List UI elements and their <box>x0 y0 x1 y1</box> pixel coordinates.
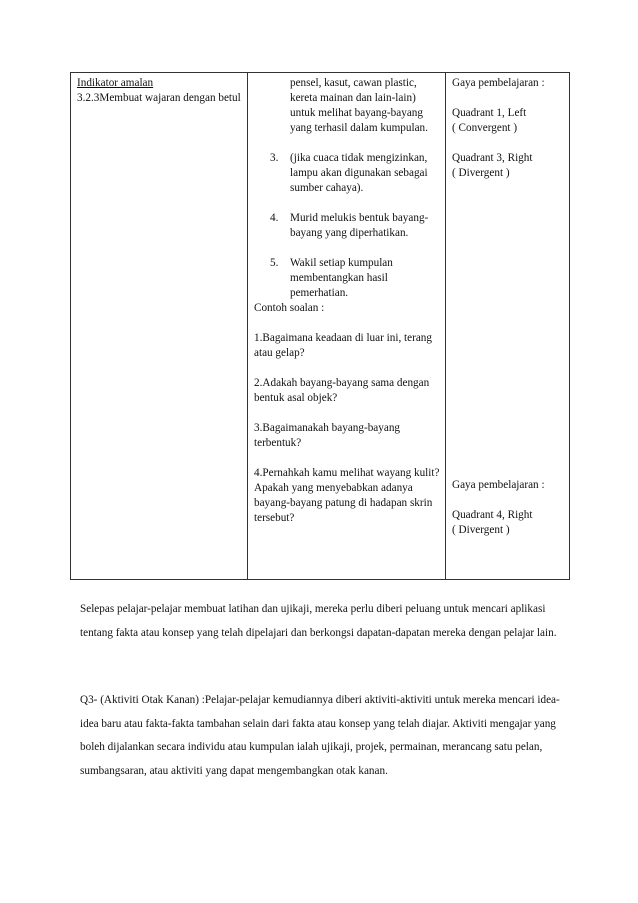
quadrant-3-label: Quadrant 3, Right <box>452 152 533 164</box>
step-text: Murid melukis bentuk bayang-bayang yang diperhatikan. <box>290 212 429 239</box>
step-text: Wakil setiap kumpulan membentangkan hasil pemerhatian. <box>290 257 393 299</box>
paragraph-application: Selepas pelajar-pelajar membuat latihan dan ujikaji, mereka perlu diberi peluang untuk mencari aplikasi tentang fakta atau konsep yang telah dipelajari dan berkongsi dapatan-dapatan mereka dengan pelajar lain. <box>80 603 557 639</box>
indicator-cell <box>71 73 248 580</box>
lesson-table <box>70 72 570 580</box>
step-number: 4. <box>270 212 279 224</box>
learning-style-label: Gaya pembelajaran : <box>452 479 545 491</box>
paragraph-q3 <box>80 689 560 783</box>
activity-steps <box>254 76 441 301</box>
indicator-title: Indikator amalan <box>77 77 154 89</box>
activity-cell <box>248 73 446 580</box>
list-item <box>270 256 441 301</box>
q3-text: :Pelajar-pelajar kemudiannya diberi aktiviti-aktiviti untuk mereka mencari idea-idea baru atau fakta-fakta tambahan selain dari fakta atau konsep yang telah diajar. Aktiviti mengajar yang boleh dijalankan secara individu atau kumpulan ialah ujikaji, projek, permainan, merancang satu pelan, sumbangsaran, atau aktiviti yang dapat mengembangkan otak kanan. <box>80 694 560 777</box>
question-item: 3.Bagaimanakah bayang-bayang terbentuk? <box>254 422 401 449</box>
learning-style-label: Gaya pembelajaran : <box>452 77 545 89</box>
list-item <box>270 211 441 241</box>
indicator-text: 3.2.3Membuat wajaran dengan betul <box>77 92 241 104</box>
question-item: 4.Pernahkah kamu melihat wayang kulit? Apakah yang menyebabkan adanya bayang-bayang patung di hadapan skrin tersebut? <box>254 467 440 524</box>
list-item <box>290 76 441 136</box>
list-item <box>270 151 441 196</box>
quadrant-1-label: Quadrant 1, Left <box>452 107 527 119</box>
quadrant-3-type: ( Divergent ) <box>452 167 510 179</box>
learning-style-bottom <box>452 478 545 538</box>
question-item: 2.Adakah bayang-bayang sama dengan bentuk asal objek? <box>254 377 430 404</box>
question-item: 1.Bagaimana keadaan di luar ini, terang atau gelap? <box>254 332 432 359</box>
learning-style-top <box>452 76 565 181</box>
step-number: 3. <box>270 152 279 164</box>
step-continued-text: pensel, kasut, cawan plastic, kereta mainan dan lain-lain) untuk melihat bayang-bayang yang terhasil dalam kumpulan. <box>290 77 428 134</box>
quadrant-4-type: ( Divergent ) <box>452 524 510 536</box>
quadrant-1-type: ( Convergent ) <box>452 122 518 134</box>
questions-heading: Contoh soalan : <box>254 302 325 314</box>
table-row <box>71 73 570 580</box>
step-text: (jika cuaca tidak mengizinkan, lampu akan digunakan sebagai sumber cahaya). <box>290 152 428 194</box>
quadrant-4-label: Quadrant 4, Right <box>452 509 533 521</box>
step-number: 5. <box>270 257 279 269</box>
q3-label: Q3- (Aktiviti Otak Kanan) <box>80 694 199 706</box>
learning-style-cell <box>446 73 570 580</box>
